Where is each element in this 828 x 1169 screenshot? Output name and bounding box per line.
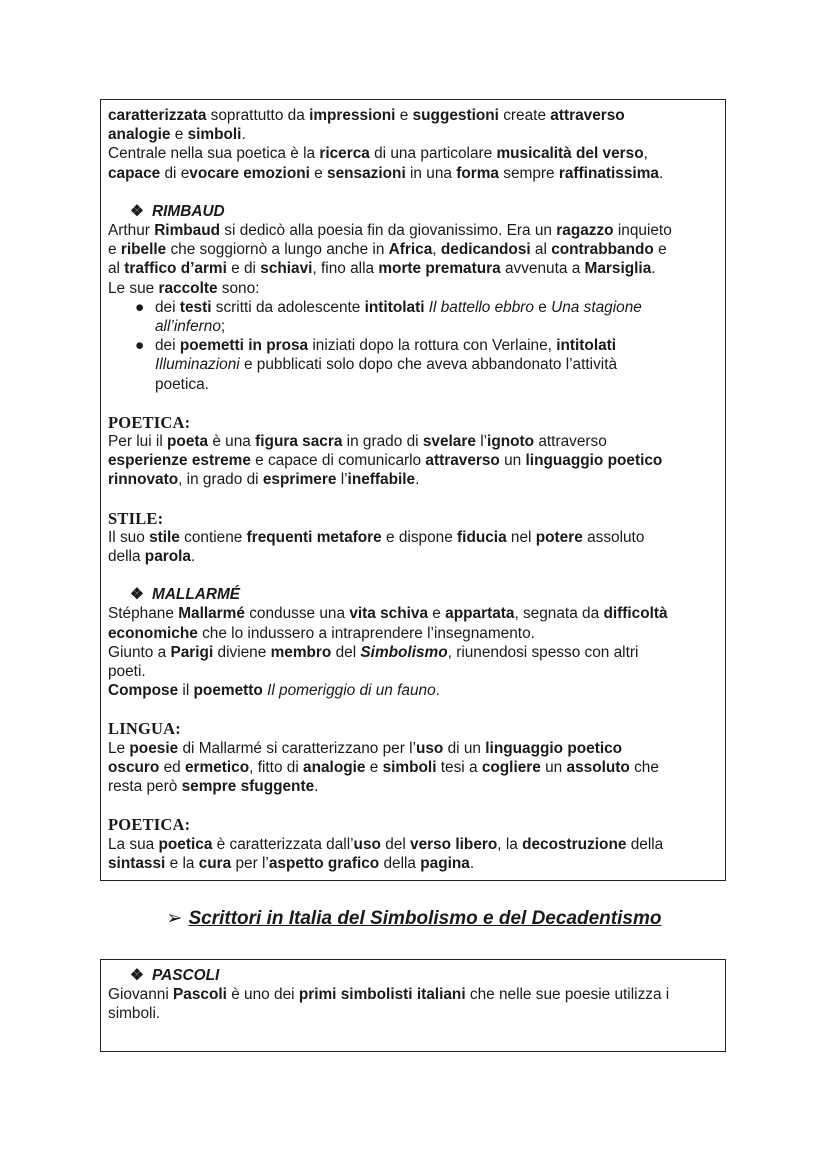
- text: è una: [208, 433, 256, 451]
- text: e: [395, 107, 413, 124]
- spacer: [108, 700, 718, 719]
- bold-text: musicalità del verso: [496, 145, 644, 163]
- bold-text: sensazioni: [327, 164, 406, 182]
- text-line: [108, 106, 718, 125]
- text-line: poeti.: [108, 663, 146, 681]
- text: Per lui il: [108, 433, 168, 451]
- bold-text: Africa: [388, 241, 433, 259]
- text-line: [108, 470, 718, 489]
- bold-text: traffico d’armi: [124, 260, 227, 278]
- bold-text: analogie: [303, 758, 366, 776]
- bold-text: potere: [535, 528, 583, 546]
- text: ;: [220, 318, 226, 336]
- section-header-pascoli: [108, 966, 718, 985]
- bold-text: contrabbando: [551, 241, 654, 259]
- diamond-bullet-icon: ❖: [130, 586, 144, 604]
- bold-text: membro: [270, 643, 332, 661]
- bold-text: dedicandosi: [440, 241, 531, 259]
- bold-text: intitolati: [556, 337, 617, 355]
- section-title-text: Scrittori in Italia del Simbolismo e del Decadentismo: [188, 908, 662, 929]
- bold-text: ricerca: [319, 145, 370, 163]
- text: che: [629, 758, 659, 776]
- text: il: [178, 682, 194, 700]
- text: Stéphane: [108, 605, 179, 623]
- text: .: [658, 164, 664, 182]
- bold-text: Compose: [108, 682, 179, 700]
- bold-text: ribelle: [120, 241, 167, 259]
- bold-text: ineffabile: [347, 471, 416, 489]
- text: in grado di: [342, 433, 423, 451]
- text: e: [653, 241, 667, 259]
- bold-text: assoluto: [566, 758, 630, 776]
- bold-text: difficoltà: [603, 605, 668, 623]
- text: ,: [643, 145, 648, 163]
- bold-text: uso: [415, 739, 444, 757]
- bold-text: cura: [198, 854, 232, 872]
- spacer: [108, 183, 718, 202]
- text: dei: [155, 337, 180, 355]
- text: della: [379, 854, 421, 872]
- heading-poetica: POETICA:: [108, 815, 191, 835]
- spacer: [108, 566, 718, 585]
- text-line: [108, 259, 718, 278]
- text: e: [170, 126, 188, 144]
- bold-text: simboli: [187, 126, 242, 144]
- bold-text: linguaggio poetico: [485, 739, 623, 757]
- italic-title: all’inferno: [155, 318, 221, 336]
- text: .: [190, 548, 196, 566]
- bold-text: poetica: [158, 835, 213, 853]
- bullet-dot-icon: ●: [135, 298, 145, 316]
- text: è caratterizzata dall’: [212, 835, 354, 853]
- text: sempre: [499, 164, 559, 182]
- text-line: [108, 164, 718, 183]
- text: e dispone: [381, 528, 458, 546]
- bold-text: intitolati: [364, 298, 425, 316]
- text: resta però: [108, 778, 182, 796]
- bold-text: uso: [353, 835, 381, 853]
- heading-poetica: POETICA:: [108, 412, 191, 432]
- text: e: [534, 298, 552, 316]
- text: condusse una: [244, 605, 350, 623]
- bold-text: aspetto grafico: [268, 854, 380, 872]
- section-header-rimbaud: [108, 202, 718, 221]
- spacer: [108, 796, 718, 815]
- text: , la: [497, 835, 523, 853]
- text-line: [108, 835, 718, 854]
- text: , fitto di: [249, 758, 304, 776]
- text: e la: [165, 854, 199, 872]
- bullet-dot-icon: ●: [135, 337, 145, 355]
- text: e capace di comunicarlo: [250, 452, 426, 470]
- text: e pubblicati solo dopo che aveva abbandonato l’attività: [239, 356, 618, 374]
- text: di una particolare: [369, 145, 497, 163]
- bold-text: verso libero: [410, 835, 498, 853]
- text: del: [380, 835, 411, 853]
- bold-text: ermetico: [184, 758, 250, 776]
- section-title: MALLARMÉ: [152, 586, 241, 604]
- text: .: [651, 260, 656, 278]
- bold-text: poemetto: [193, 682, 263, 700]
- bold-text: testi: [179, 298, 212, 316]
- bold-text: schiavi: [260, 260, 313, 278]
- text-line: [108, 221, 718, 240]
- bold-text: suggestioni: [412, 107, 499, 124]
- text: e: [309, 164, 328, 182]
- text: Centrale nella sua poetica è la: [108, 145, 320, 163]
- text-line: [108, 125, 718, 144]
- bold-text: rinnovato: [108, 471, 179, 489]
- bold-text: ragazzo: [556, 222, 614, 240]
- text: tesi a: [436, 758, 482, 776]
- bold-text: economiche: [108, 624, 198, 642]
- italic-title: Il battello ebbro: [428, 298, 534, 316]
- text: ed: [159, 758, 185, 776]
- text: .: [314, 778, 319, 796]
- text-line: [108, 547, 718, 566]
- section-title: RIMBAUD: [152, 202, 225, 220]
- bold-text: morte prematura: [378, 260, 501, 278]
- text: .: [469, 854, 475, 872]
- text: e: [428, 605, 446, 623]
- bold-text: poemetti in prosa: [179, 337, 309, 355]
- spacer: [108, 394, 718, 413]
- text: poetica.: [155, 375, 209, 393]
- bold-text: fiducia: [457, 528, 507, 546]
- text: e: [365, 758, 383, 776]
- text-line: [108, 777, 718, 796]
- text: che nelle sue poesie utilizza i: [465, 986, 670, 1004]
- text: è uno dei: [226, 986, 299, 1004]
- text: di e: [160, 164, 190, 182]
- italic-title: Il pomeriggio di un fauno: [267, 682, 436, 700]
- text: in una: [405, 164, 457, 182]
- text-line: [108, 604, 718, 623]
- text: della: [108, 548, 145, 566]
- bold-text: impressioni: [309, 107, 396, 124]
- text: si dedicò alla poesia fin da giovanissimo. Era un: [220, 222, 557, 240]
- text: create: [498, 107, 551, 124]
- list-item-continuation: [108, 355, 718, 374]
- text: Le: [108, 739, 130, 757]
- text: avvenuta a: [500, 260, 585, 278]
- bold-text: frequenti metafore: [246, 528, 382, 546]
- text-line: [108, 758, 718, 777]
- spacer: [108, 490, 718, 509]
- text: nel: [506, 528, 536, 546]
- bold-italic-text: Simbolismo: [360, 643, 448, 661]
- bold-text: svelare: [422, 433, 476, 451]
- text: l’: [336, 471, 348, 489]
- text: e: [108, 241, 121, 259]
- bold-text: vita schiva: [349, 605, 429, 623]
- bold-text: caratterizzata: [108, 107, 207, 124]
- text-line: [108, 854, 718, 873]
- text-line: [108, 432, 718, 451]
- text-line: [108, 144, 718, 163]
- text: soprattutto da: [206, 107, 310, 124]
- text-line: simboli.: [108, 1005, 161, 1023]
- italic-title: Illuminazioni: [155, 356, 240, 374]
- list-item: [108, 336, 718, 355]
- text: attraverso: [534, 433, 607, 451]
- bold-text: raccolte: [158, 279, 218, 297]
- text: l’: [475, 433, 488, 451]
- text: che lo indussero a intraprendere l’insegnamento.: [197, 624, 535, 642]
- italic-title: Una stagione: [551, 298, 642, 316]
- bold-text: ignoto: [487, 433, 535, 451]
- bold-text: Marsiglia: [584, 260, 652, 278]
- text: , segnata da: [514, 605, 604, 623]
- bold-text: cogliere: [481, 758, 541, 776]
- text: diviene: [213, 643, 271, 661]
- text: di Mallarmé si caratterizzano per l’: [178, 739, 416, 757]
- bold-text: parola: [144, 548, 191, 566]
- bold-text: figura sacra: [255, 433, 343, 451]
- text-line: [108, 985, 718, 1004]
- text: , fino alla: [312, 260, 379, 278]
- text: .: [241, 126, 246, 144]
- text: .: [415, 471, 420, 489]
- text: al: [530, 241, 552, 259]
- bold-text: Mallarmé: [178, 605, 245, 623]
- arrow-bullet-icon: ➢: [166, 908, 183, 929]
- bold-text: esperienze estreme: [108, 452, 251, 470]
- bold-text: capace: [108, 164, 161, 182]
- bold-text: Parigi: [170, 643, 214, 661]
- diamond-bullet-icon: ❖: [130, 202, 144, 220]
- heading-stile: STILE:: [108, 508, 164, 528]
- text-line: [108, 240, 718, 259]
- content-box-french-symbolism: [100, 99, 726, 881]
- bold-text: sintassi: [108, 854, 166, 872]
- diamond-bullet-icon: ❖: [130, 967, 144, 984]
- bold-text: primi simbolisti italiani: [298, 986, 466, 1004]
- list-item-continuation: [108, 375, 718, 394]
- text: dei: [155, 298, 180, 316]
- bold-text: raffinatissima: [558, 164, 659, 182]
- bold-text: analogie: [108, 126, 171, 144]
- text: sono:: [217, 279, 260, 297]
- text: , in grado di: [178, 471, 263, 489]
- bold-text: attraverso: [425, 452, 500, 470]
- text-line: [108, 739, 718, 758]
- heading-lingua: LINGUA:: [108, 719, 181, 739]
- section-title-italia: [0, 907, 828, 930]
- text-line: [108, 279, 718, 298]
- text: Le sue: [108, 279, 159, 297]
- text: della: [626, 835, 664, 853]
- bold-text: poeta: [167, 433, 209, 451]
- text: La sua: [108, 835, 159, 853]
- text: e di: [226, 260, 261, 278]
- text: scritti da adolescente: [211, 298, 365, 316]
- text: che soggiornò a lungo anche in: [166, 241, 389, 259]
- bold-text: Pascoli: [173, 986, 227, 1004]
- text-line: [108, 681, 718, 700]
- bold-text: esprimere: [262, 471, 337, 489]
- bold-text: oscuro: [108, 758, 160, 776]
- text: di un: [443, 739, 486, 757]
- text: Il suo: [108, 528, 150, 546]
- text: per l’: [231, 854, 269, 872]
- bold-text: linguaggio poetico: [525, 452, 663, 470]
- text-line: [108, 624, 718, 643]
- bold-text: appartata: [445, 605, 515, 623]
- text-line: [108, 528, 718, 547]
- bold-text: attraverso: [550, 107, 625, 124]
- text: al: [108, 260, 125, 278]
- text: inquieto: [613, 222, 672, 240]
- bold-text: decostruzione: [522, 835, 627, 853]
- text: , riunendosi spesso con altri: [447, 643, 639, 661]
- text-line: [108, 643, 718, 662]
- bold-text: stile: [149, 528, 180, 546]
- list-item: [108, 298, 718, 317]
- text: del: [331, 643, 361, 661]
- text: assoluto: [582, 528, 645, 546]
- section-title: PASCOLI: [152, 967, 220, 984]
- bold-text: Rimbaud: [154, 222, 221, 240]
- text: un: [499, 452, 526, 470]
- list-item-continuation: [108, 317, 718, 336]
- text: Giovanni: [108, 986, 174, 1004]
- bold-text: simboli: [382, 758, 437, 776]
- text: Arthur: [108, 222, 155, 240]
- bold-text: pagina: [420, 854, 470, 872]
- bold-text: vocare emozioni: [189, 164, 310, 182]
- bold-text: forma: [456, 164, 499, 182]
- text: Giunto a: [108, 643, 171, 661]
- section-header-mallarme: [108, 585, 718, 604]
- text: .: [435, 682, 440, 700]
- text: iniziati dopo la rottura con Verlaine,: [308, 337, 557, 355]
- text: un: [540, 758, 567, 776]
- text-line: [108, 451, 718, 470]
- content-box-pascoli: [100, 959, 726, 1052]
- bold-text: poesie: [129, 739, 179, 757]
- text: contiene: [179, 528, 247, 546]
- text: ,: [432, 241, 441, 259]
- bold-text: sempre sfuggente: [181, 778, 315, 796]
